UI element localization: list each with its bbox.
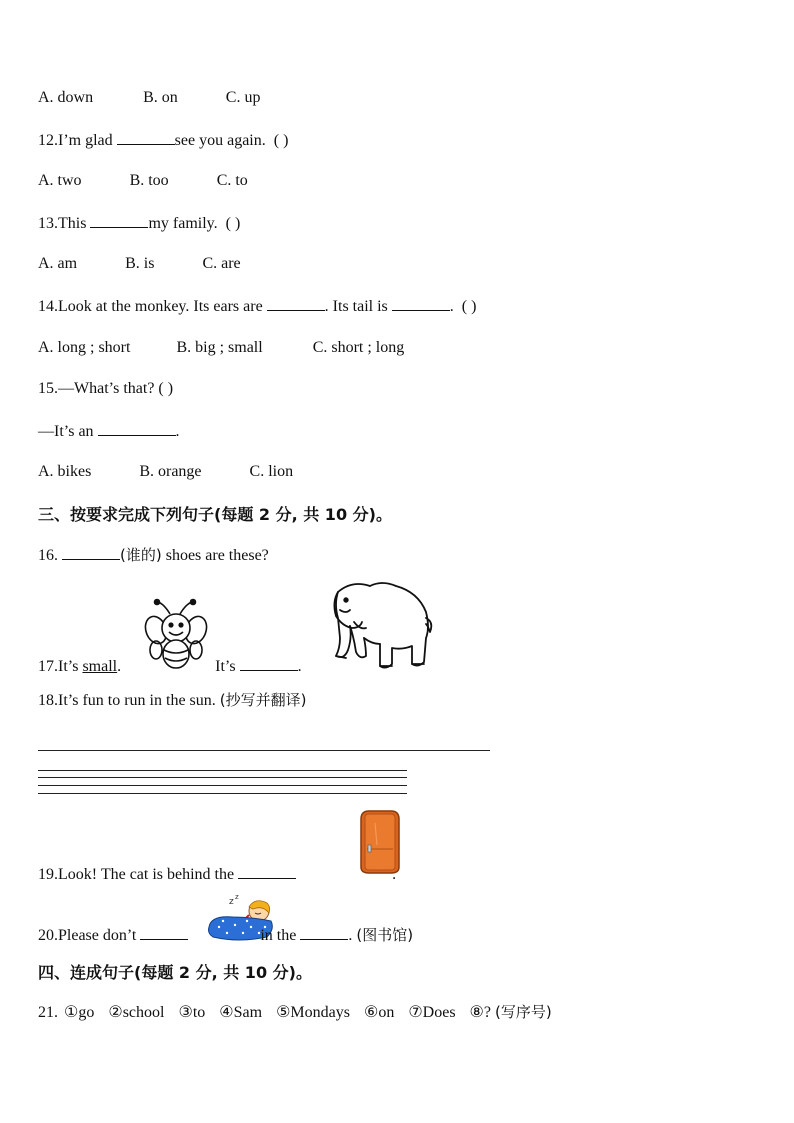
q12-blank[interactable]: [117, 130, 175, 145]
q14-option-a: A. long ; short: [38, 339, 131, 356]
q15-options: [38, 462, 293, 482]
q14-options: [38, 338, 404, 358]
q14-blank-2[interactable]: [392, 296, 450, 311]
q12-pre: 12.I’m glad: [38, 132, 113, 149]
q14-pre: 14.Look at the monkey. Its ears are: [38, 298, 263, 315]
q19-blank[interactable]: [238, 864, 296, 879]
section-4-heading: 四、连成句子(每题 2 分, 共 10 分)。: [38, 963, 312, 982]
writing-line-3[interactable]: [38, 777, 407, 778]
q15-option-a: A. bikes: [38, 463, 92, 480]
q13-options: [38, 254, 241, 274]
q17-word: small: [82, 658, 118, 675]
q14-option-c: C. short ; long: [312, 339, 405, 356]
q21-word-6: ⑥on: [363, 1004, 395, 1021]
q21-word-3: ③to: [178, 1004, 206, 1021]
q15-option-c: C. lion: [249, 463, 294, 480]
question-14: [38, 296, 476, 317]
q15-option-b: B. orange: [139, 463, 202, 480]
q17-blank[interactable]: [240, 656, 298, 671]
q20-hint: (图书馆): [356, 926, 414, 944]
q11-options: [38, 88, 260, 108]
q17-end: .: [297, 658, 302, 675]
q11-option-a: A. down: [38, 89, 94, 106]
question-17: [38, 656, 302, 677]
q14-post: .: [449, 298, 454, 315]
question-20: [38, 925, 413, 946]
q21-hint: (写序号): [495, 1003, 552, 1021]
q21-word-7: ⑦Does: [408, 1004, 456, 1021]
q18-text: 18.It’s fun to run in the sun.: [38, 692, 216, 709]
q19-end: .: [392, 866, 397, 883]
q16-num: 16.: [38, 547, 58, 564]
q13-post: my family.: [148, 215, 218, 232]
q20-post: .: [348, 927, 353, 944]
q21-word-4: ④Sam: [219, 1004, 263, 1021]
q17-second: It’s: [215, 658, 236, 675]
q15-answer-pre: —It’s an: [38, 423, 94, 440]
q12-option-b: B. too: [129, 172, 169, 189]
q21-word-1: ①go: [64, 1004, 95, 1021]
svg-text:z: z: [229, 897, 234, 907]
svg-text:z: z: [235, 893, 239, 901]
q12-options: [38, 171, 248, 191]
section-3-heading: 三、按要求完成下列句子(每题 2 分, 共 10 分)。: [38, 505, 392, 524]
q13-answer-paren[interactable]: ( ): [225, 215, 241, 232]
writing-line-2[interactable]: [38, 770, 407, 771]
q17-dot: .: [117, 658, 122, 675]
q14-mid: . Its tail is: [324, 298, 388, 315]
q15-answer-paren[interactable]: ( ): [158, 380, 174, 397]
q21-num: 21.: [38, 1004, 58, 1021]
q12-option-c: C. to: [216, 172, 248, 189]
q17-pre: 17.It’s: [38, 658, 79, 675]
q14-option-b: B. big ; small: [176, 339, 263, 356]
writing-line-1[interactable]: [38, 750, 490, 751]
writing-line-5[interactable]: [38, 793, 407, 794]
q20-pre: 20.Please don’t: [38, 927, 137, 944]
question-16: [38, 545, 269, 566]
q14-answer-paren[interactable]: ( ): [461, 298, 477, 315]
q11-option-c: C. up: [225, 89, 261, 106]
q16-hint: (谁的): [120, 546, 162, 564]
q13-option-a: A. am: [38, 255, 78, 272]
question-15: [38, 379, 173, 399]
q20-mid: in the: [260, 927, 297, 944]
q15-blank[interactable]: [98, 421, 176, 436]
q13-pre: 13.This: [38, 215, 87, 232]
q15-answer-post: .: [175, 423, 180, 440]
q12-option-a: A. two: [38, 172, 82, 189]
q19-text: 19.Look! The cat is behind the: [38, 866, 235, 883]
q13-option-b: B. is: [125, 255, 155, 272]
question-12: [38, 130, 288, 151]
writing-line-4[interactable]: [38, 785, 407, 786]
q11-option-b: B. on: [143, 89, 178, 106]
q14-blank-1[interactable]: [267, 296, 325, 311]
question-21: [38, 1002, 552, 1023]
q15-question: 15.—What’s that?: [38, 380, 155, 397]
question-13: [38, 213, 240, 234]
q18-hint: (抄写并翻译): [219, 691, 307, 709]
q12-answer-paren[interactable]: ( ): [273, 132, 289, 149]
q16-blank[interactable]: [62, 545, 120, 560]
q13-blank[interactable]: [90, 213, 148, 228]
q16-post: shoes are these?: [165, 547, 269, 564]
q15-answer-line: [38, 421, 180, 442]
q20-blank-1[interactable]: [140, 925, 188, 940]
question-19: [38, 864, 396, 885]
q13-option-c: C. are: [202, 255, 241, 272]
q21-word-2: ②school: [108, 1004, 165, 1021]
q20-blank-2[interactable]: [300, 925, 348, 940]
q21-word-5: ⑤Mondays: [276, 1004, 350, 1021]
question-18: [38, 690, 306, 711]
q21-word-8: ⑧?: [469, 1004, 491, 1021]
elephant-icon: [330, 578, 434, 672]
q12-post: see you again.: [174, 132, 266, 149]
